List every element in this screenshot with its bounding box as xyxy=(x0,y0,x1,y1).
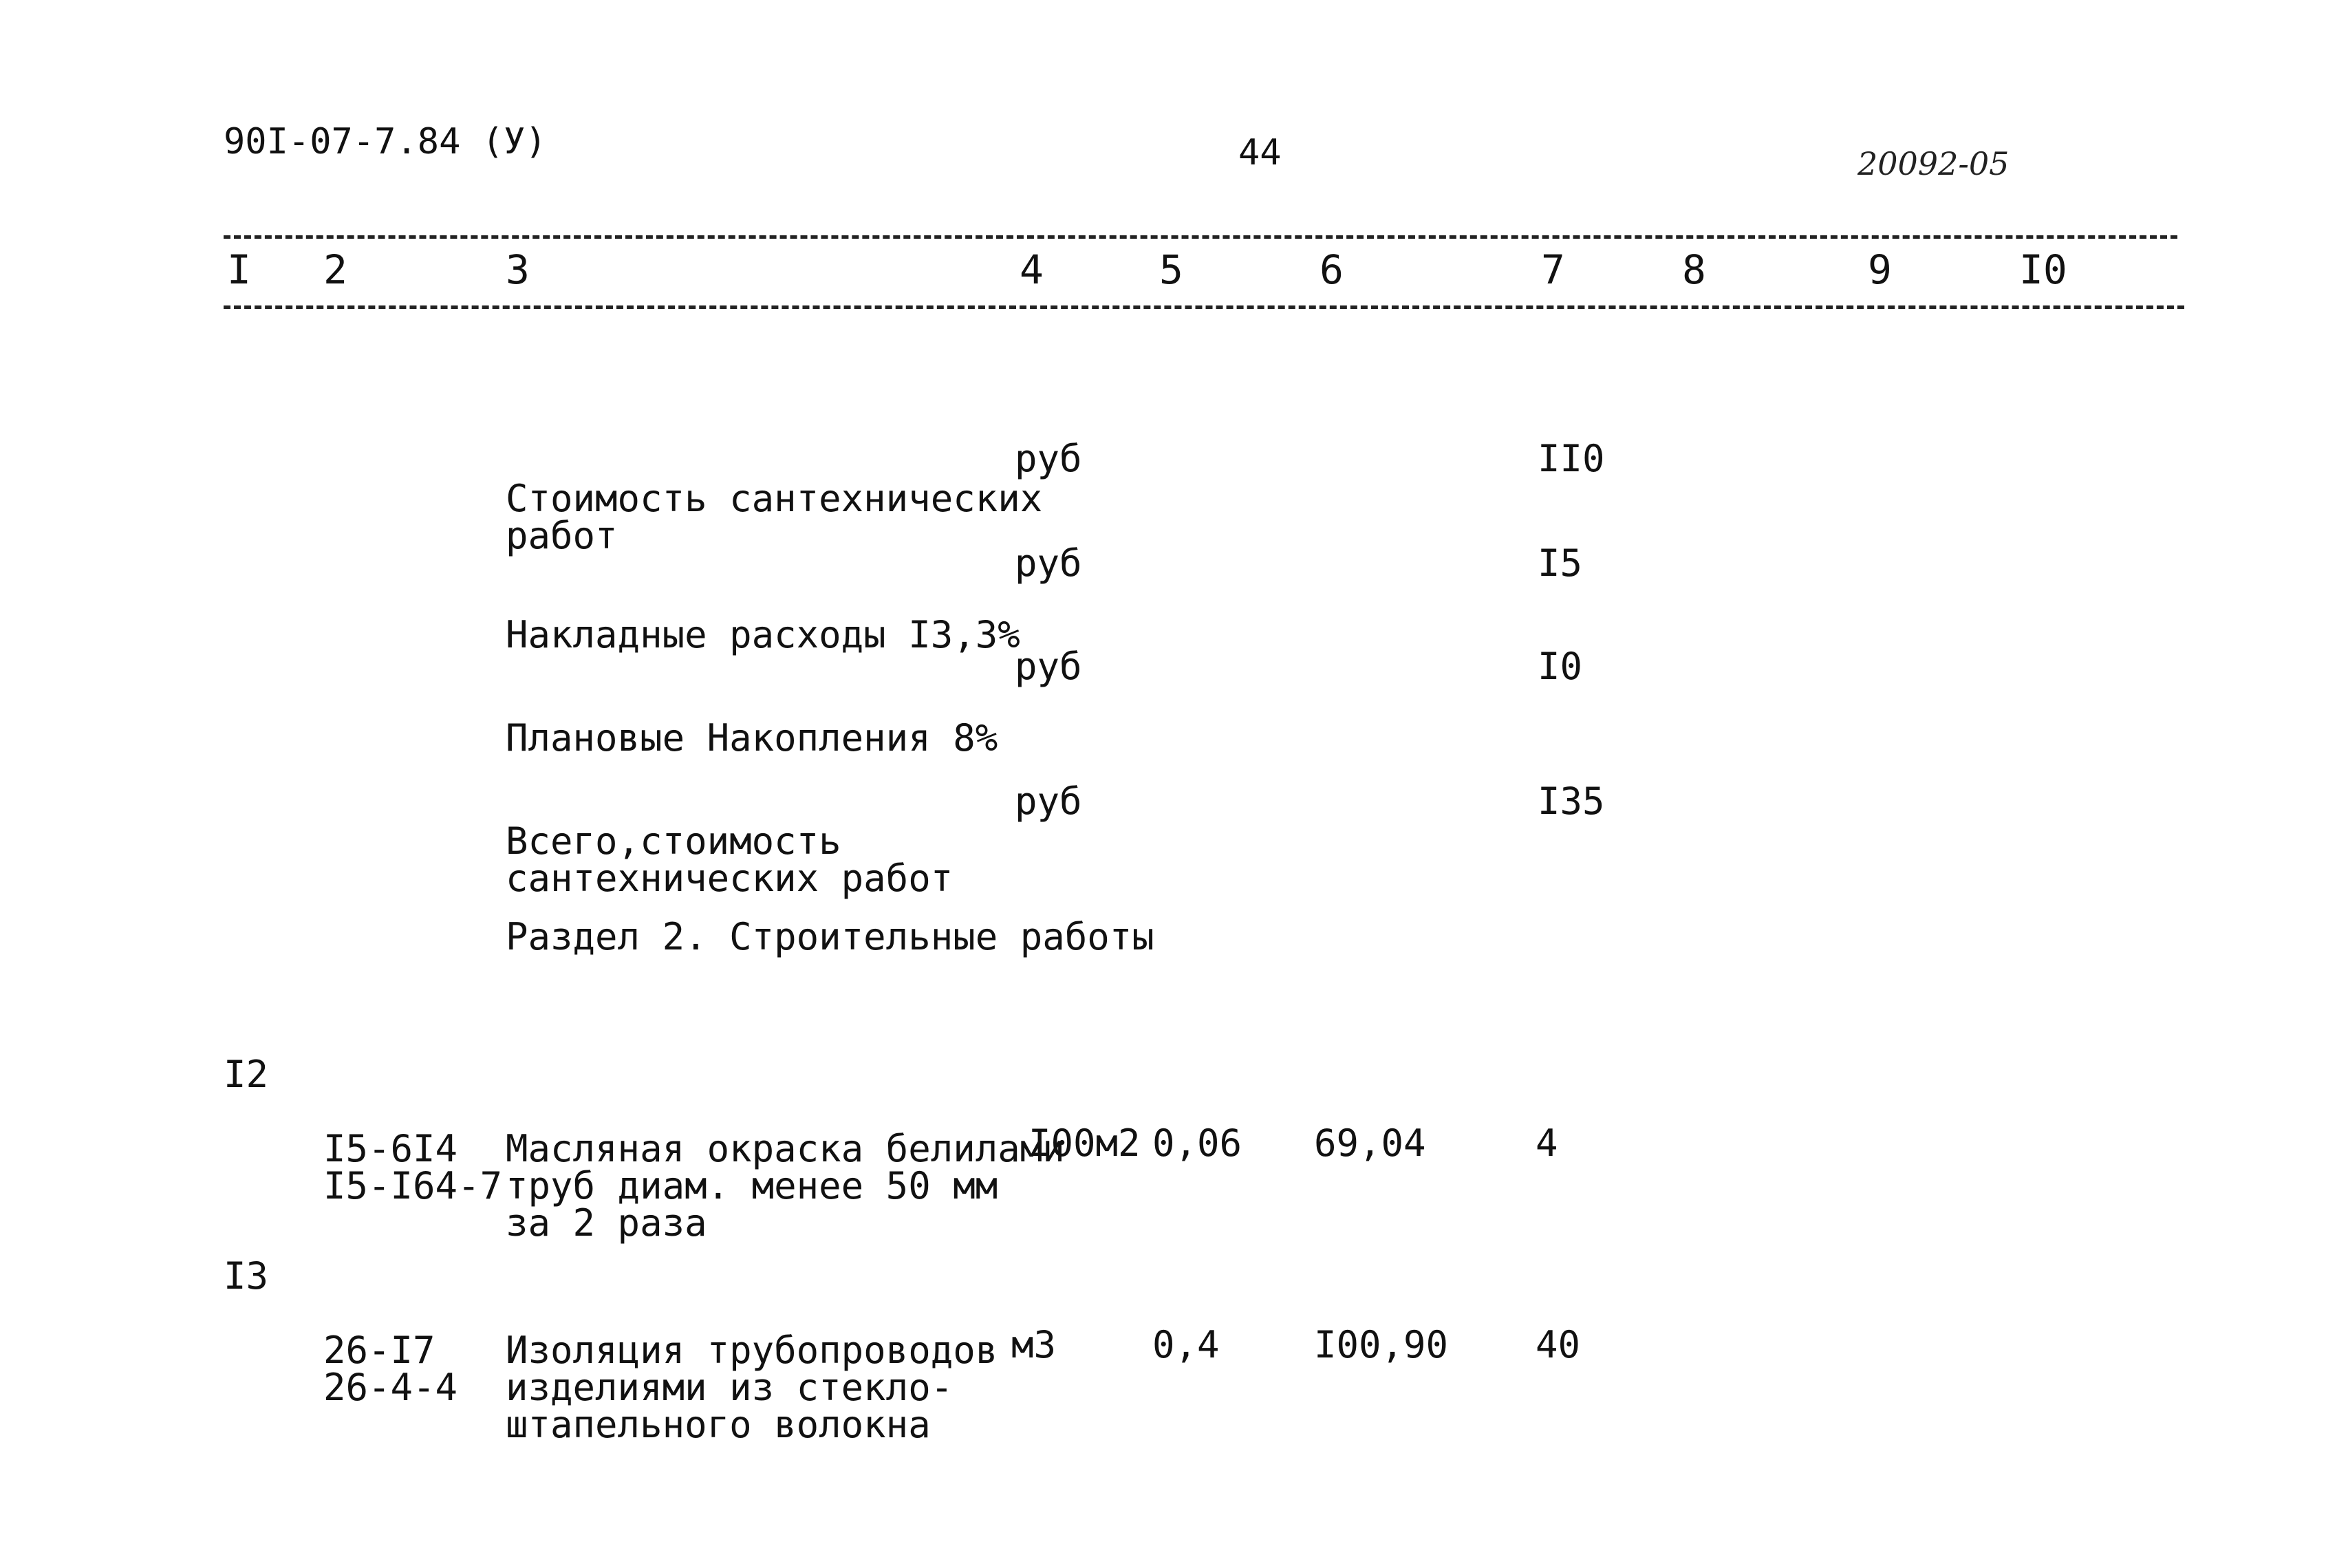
row-codes: I5-6I4 I5-I64-7 xyxy=(323,1127,503,1207)
row-total: II0 xyxy=(1538,437,1605,480)
row-unit-price: 69,04 xyxy=(1314,1121,1426,1165)
row-total: 40 xyxy=(1536,1323,1581,1366)
row-name: Изоляция трубопроводов изделиями из стекло- штапельного волокна xyxy=(506,1329,998,1446)
row-total: I35 xyxy=(1538,780,1605,823)
column-header-1: I xyxy=(227,246,251,293)
document-code: 90I-07-7.84 (У) xyxy=(224,121,547,162)
column-header-3: 3 xyxy=(506,246,530,293)
row-total: I0 xyxy=(1538,645,1583,688)
row-codes: 26-I7 26-4-4 xyxy=(323,1329,458,1409)
row-unit: м3 xyxy=(1011,1323,1057,1366)
row-number: I2 xyxy=(224,1053,269,1096)
row-name: Всего,стоимость сантехнических работ xyxy=(506,819,954,900)
column-header-6: 6 xyxy=(1320,246,1344,293)
row-total: 4 xyxy=(1536,1121,1558,1165)
column-header-2: 2 xyxy=(323,246,347,293)
row-total: I5 xyxy=(1538,541,1583,585)
handwritten-reference: 20092-05 xyxy=(1857,145,2010,182)
row-name: Стоимость сантехнических работ xyxy=(506,477,1043,557)
column-header-7: 7 xyxy=(1541,246,1565,293)
row-unit: руб xyxy=(1015,437,1082,480)
row-unit-price: I00,90 xyxy=(1314,1323,1449,1366)
row-unit: руб xyxy=(1015,780,1082,823)
row-number: I3 xyxy=(224,1254,269,1298)
row-name: Масляная окраска белилами труб диам. менее 50 мм за 2 раза xyxy=(506,1127,1065,1245)
column-header-4: 4 xyxy=(1020,246,1044,293)
column-header-9: 9 xyxy=(1868,246,1892,293)
row-unit: руб xyxy=(1015,541,1082,585)
column-header-8: 8 xyxy=(1682,246,1706,293)
column-header-5: 5 xyxy=(1159,246,1183,293)
section-title: Раздел 2. Строительные работы xyxy=(506,915,1154,958)
row-unit: руб xyxy=(1015,645,1082,688)
page-number: 44 xyxy=(1238,132,1282,173)
row-name: Накладные расходы I3,3% xyxy=(506,613,1020,656)
header-bottom-rule xyxy=(224,305,2184,309)
row-quantity: 0,06 xyxy=(1152,1121,1242,1165)
row-unit: I00м2 xyxy=(1028,1121,1141,1165)
header-top-rule xyxy=(224,235,2177,239)
row-quantity: 0,4 xyxy=(1152,1323,1220,1366)
column-header-10: I0 xyxy=(2019,246,2067,293)
row-name: Плановые Накопления 8% xyxy=(506,716,998,760)
